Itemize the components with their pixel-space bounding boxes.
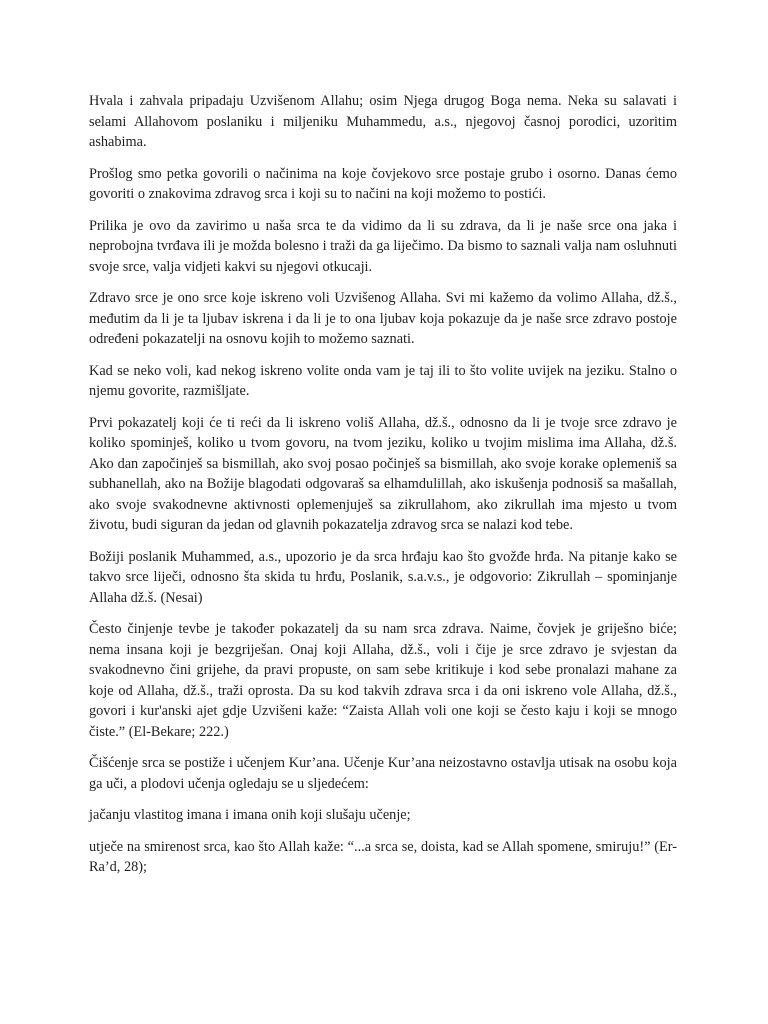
paragraph-4: Zdravo srce je ono srce koje iskreno voli Uzvišenog Allaha. Svi mi kažemo da volimo Allaha, dž.š., međutim da li je ta ljubav iskrena i da li je to ona ljubav koja pokazuje da je naše srce zdravo postoje određeni pokazatelji na osnovu kojih to možemo saznati. (89, 290, 677, 347)
paragraph-7: Božiji poslanik Muhammed, a.s., upozorio je da srca hrđaju kao što gvožđe hrđa. Na pitanje kako se takvo srce liječi, odnosno šta skida tu hrđu, Poslanik, s.a.v.s., je odgovorio: Zikrullah – spominjanje Allaha dž.š. (Nesai) (89, 548, 677, 606)
paragraph-9: Čišćenje srca se postiže i učenjem Kur’ana. Učenje Kur’ana neizostavno ostavlja utisak na osobu koja ga uči, a plodovi učenja ogledaju se u sljedećem: (89, 755, 677, 792)
document-body (89, 91, 677, 889)
paragraph-11: utječe na smirenost srca, kao što Allah kaže: “...a srca se, doista, kad se Allah spomene, smiruju!” (Er-Ra’d, 28); (89, 838, 677, 875)
paragraph-3: Prilika je ovo da zavirimo u naša srca te da vidimo da li su zdrava, da li je naše srce ona jaka i neprobojna tvrđava ili je možda bolesno i traži da ga liječimo. Da bismo to saznali valja nam osluhnuti svoje srce, valja vidjeti kakvi su njegovi otkucaji. (89, 217, 677, 275)
paragraph-8: Često činjenje tevbe je također pokazatelj da su nam srca zdrava. Naime, čovjek je griješno biće; nema insana koji je bezgriješan. Onaj koji Allaha, dž.š., voli i čije je srce zdravo je svjestan da svakodnevno čini grijehe, da pravi propuste, on sam sebe kritikuje i kod sebe pronalazi mahane za koje od Allaha, dž.š., traži oprosta. Da su kod takvih zdrava srca i da oni iskreno vole Allaha, dž.š., govori i kur'anski ajet gdje Uzvišeni kaže: “Zaista Allah voli one koji se često kaju i koji se mnogo čiste.” (El-Bekare; 222.) (89, 621, 677, 740)
paragraph-2: Prošlog smo petka govorili o načinima na koje čovjekovo srce postaje grubo i osorno. Danas ćemo govoriti o znakovima zdravog srca i koji su to načini na koji možemo to postići. (89, 165, 677, 202)
paragraph-6: Prvi pokazatelj koji će ti reći da li iskreno voliš Allaha, dž.š., odnosno da li je tvoje srce zdravo je koliko spominješ, koliko u tvom govoru, na tvom jeziku, koliko u tvojim mislima ima Allaha, dž.š. Ako dan započinješ sa bismillah, ako svoj posao počinješ sa bismillah, ako svoje korake oplemeniš sa subhanellah, ako na Božije blagodati odgovaraš sa elhamdulillah, ako iskušenja podnosiš sa mašallah, ako svoje svakodnevne aktivnosti oplemenjuješ sa zikrullahom, ako zikrullah ima mjesto u tvom životu, budi siguran da jedan od glavnih pokazatelja zdravog srca se nalazi kod tebe. (89, 414, 677, 533)
paragraph-1: Hvala i zahvala pripadaju Uzvišenom Allahu; osim Njega drugog Boga nema. Neka su salavati i selami Allahovom poslaniku i miljeniku Muhammedu, a.s., njegovoj časnoj porodici, uzoritim ashabima. (89, 93, 677, 150)
paragraph-10: jačanju vlastitog imana i imana onih koji slušaju učenje; (89, 807, 411, 823)
paragraph-5: Kad se neko voli, kad nekog iskreno volite onda vam je taj ili to što volite uvijek na jeziku. Stalno o njemu govorite, razmišljate. (89, 362, 677, 399)
